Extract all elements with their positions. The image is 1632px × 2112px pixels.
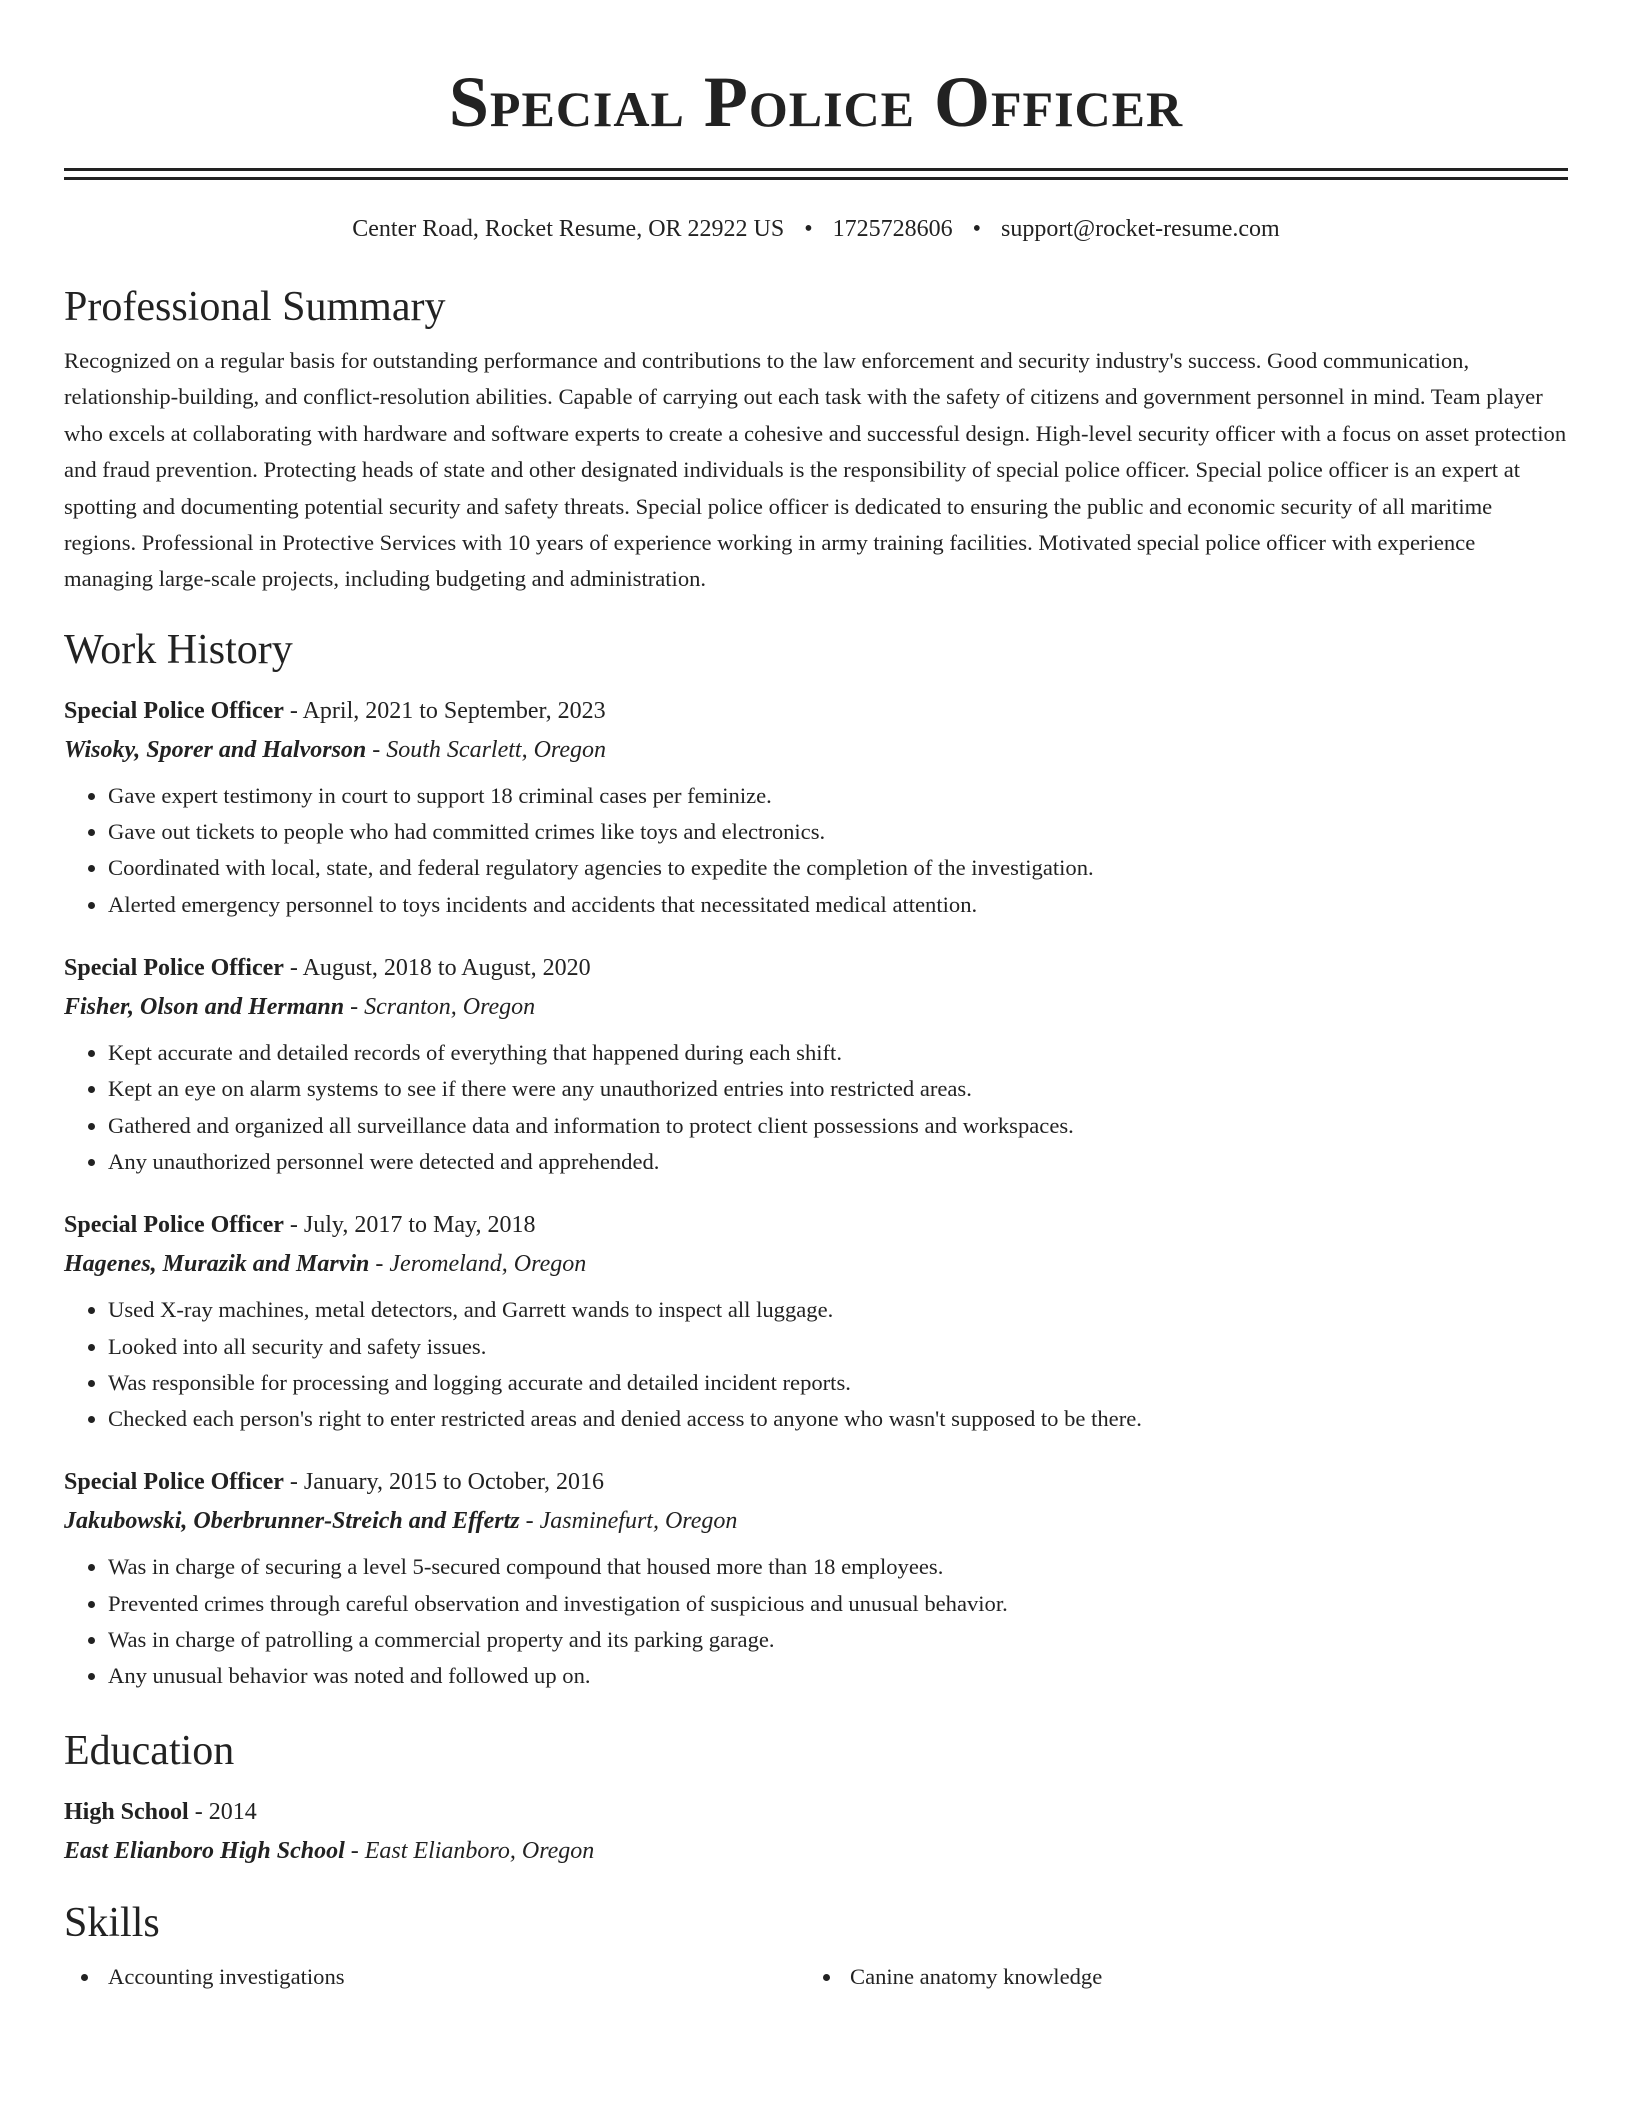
contact-separator: • bbox=[804, 216, 813, 242]
job-company: Fisher, Olson and Hermann bbox=[64, 994, 345, 1021]
work-history-heading: Work History bbox=[64, 626, 293, 673]
list-item: • Was in charge of patrolling a commercial property and its parking garage. bbox=[108, 1622, 1568, 1658]
list-item: • Gathered and organized all surveillance data and information to protect client possessions and workspaces. bbox=[108, 1108, 1568, 1144]
skills-heading: Skills bbox=[64, 1899, 160, 1946]
job-title-line bbox=[64, 1206, 1568, 1244]
education-school-line bbox=[64, 1831, 1568, 1871]
list-item: • Prevented crimes through careful observation and investigation of suspicious and unusual behavior. bbox=[108, 1586, 1568, 1622]
job-entry bbox=[64, 692, 1568, 923]
list-item: • Was in charge of securing a level 5-secured compound that housed more than 18 employees. bbox=[108, 1549, 1568, 1585]
job-company-line bbox=[64, 730, 1568, 770]
resume-name: Special Police Officer bbox=[448, 62, 1184, 142]
contact-address: Center Road, Rocket Resume, OR 22922 US bbox=[352, 216, 785, 242]
education-school: East Elianboro High School bbox=[64, 1837, 345, 1864]
job-company: Wisoky, Sporer and Halvorson bbox=[64, 736, 367, 763]
list-item: • Used X-ray machines, metal detectors, and Garrett wands to inspect all luggage. bbox=[108, 1292, 1568, 1328]
list-item: • Gave out tickets to people who had committed crimes like toys and electronics. bbox=[108, 814, 1568, 850]
education-degree-line bbox=[64, 1793, 1568, 1831]
job-title-line bbox=[64, 692, 1568, 730]
job-bullets bbox=[64, 1549, 1568, 1694]
job-bullets bbox=[64, 778, 1568, 923]
job-location: - South Scarlett, Oregon bbox=[366, 736, 607, 763]
contact-separator: • bbox=[972, 216, 982, 242]
list-item: • Kept accurate and detailed records of everything that happened during each shift. bbox=[108, 1035, 1568, 1071]
job-location: - Jeromeland, Oregon bbox=[369, 1251, 587, 1278]
list-item: • Any unusual behavior was noted and followed up on. bbox=[108, 1658, 1568, 1694]
job-role: Special Police Officer bbox=[64, 955, 284, 982]
job-role: Special Police Officer bbox=[64, 697, 284, 724]
job-bullets bbox=[64, 1035, 1568, 1180]
list-item: • Alerted emergency personnel to toys incidents and accidents that necessitated medical attention. bbox=[108, 887, 1568, 923]
job-company: Hagenes, Murazik and Marvin bbox=[64, 1251, 370, 1278]
summary-heading: Professional Summary bbox=[64, 284, 446, 330]
list-item: • Kept an eye on alarm systems to see if there were any unauthorized entries into restricted areas. bbox=[108, 1071, 1568, 1107]
contact-line bbox=[64, 213, 1568, 245]
contact-phone: 1725728606 bbox=[832, 216, 953, 242]
list-item: • Coordinated with local, state, and federal regulatory agencies to expedite the completion of the investigation. bbox=[108, 850, 1568, 886]
education-year: - 2014 bbox=[188, 1798, 257, 1825]
job-bullets bbox=[64, 1292, 1568, 1437]
job-location: - Scranton, Oregon bbox=[344, 994, 536, 1021]
education-heading: Education bbox=[64, 1727, 235, 1774]
skill-item: Accounting investigations bbox=[64, 1959, 806, 1995]
list-item: • Gave expert testimony in court to support 18 criminal cases per feminize. bbox=[108, 778, 1568, 814]
education-entry bbox=[64, 1793, 1568, 1871]
job-company-line bbox=[64, 987, 1568, 1027]
summary-text: Recognized on a regular basis for outstanding performance and contributions to the law enforcement and security industry's success. Good communication, relationship-building, and conflict-resolution abilities. Capable of carrying out each task with the safety of citizens and government personnel in mind. Team player who excels at collaborating with hardware and software experts to create a cohesive and successful design. High-level security officer with a focus on asset protection and fraud prevention. Protecting heads of state and other designated individuals is the responsibility of special police officer. Special police officer is an expert at spotting and documenting potential security and safety threats. Special police officer is dedicated to ensuring the public and economic security of all maritime regions. Professional in Protective Services with 10 years of experience working in army training facilities. Motivated special police officer with experience managing large-scale projects, including budgeting and administration. bbox=[64, 348, 1567, 592]
job-title-line bbox=[64, 949, 1568, 987]
job-company-line bbox=[64, 1244, 1568, 1284]
education-location: - East Elianboro, Oregon bbox=[344, 1837, 595, 1864]
job-role: Special Police Officer bbox=[64, 1212, 284, 1239]
job-location: - Jasminefurt, Oregon bbox=[519, 1508, 738, 1535]
job-dates: - August, 2018 to August, 2020 bbox=[283, 955, 591, 982]
job-dates: - April, 2021 to September, 2023 bbox=[283, 697, 606, 724]
job-dates: - January, 2015 to October, 2016 bbox=[283, 1469, 604, 1496]
education-degree: High School bbox=[64, 1798, 189, 1825]
job-dates: - July, 2017 to May, 2018 bbox=[283, 1212, 536, 1239]
job-entry bbox=[64, 1463, 1568, 1694]
list-item: • Looked into all security and safety issues. bbox=[108, 1329, 1568, 1365]
job-title-line bbox=[64, 1463, 1568, 1501]
skills-list bbox=[64, 1959, 1568, 1995]
job-company: Jakubowski, Oberbrunner-Streich and Effertz bbox=[64, 1508, 520, 1535]
header-double-rule bbox=[64, 168, 1568, 180]
skill-item: Canine anatomy knowledge bbox=[806, 1959, 1548, 1995]
job-role: Special Police Officer bbox=[64, 1469, 284, 1496]
list-item: • Was responsible for processing and logging accurate and detailed incident reports. bbox=[108, 1365, 1568, 1401]
job-company-line bbox=[64, 1501, 1568, 1541]
list-item: • Checked each person's right to enter restricted areas and denied access to anyone who wasn't supposed to be there. bbox=[108, 1401, 1568, 1437]
list-item: • Any unauthorized personnel were detected and apprehended. bbox=[108, 1144, 1568, 1180]
contact-email: support@rocket-resume.com bbox=[1001, 216, 1280, 242]
job-entry bbox=[64, 949, 1568, 1180]
job-entry bbox=[64, 1206, 1568, 1437]
